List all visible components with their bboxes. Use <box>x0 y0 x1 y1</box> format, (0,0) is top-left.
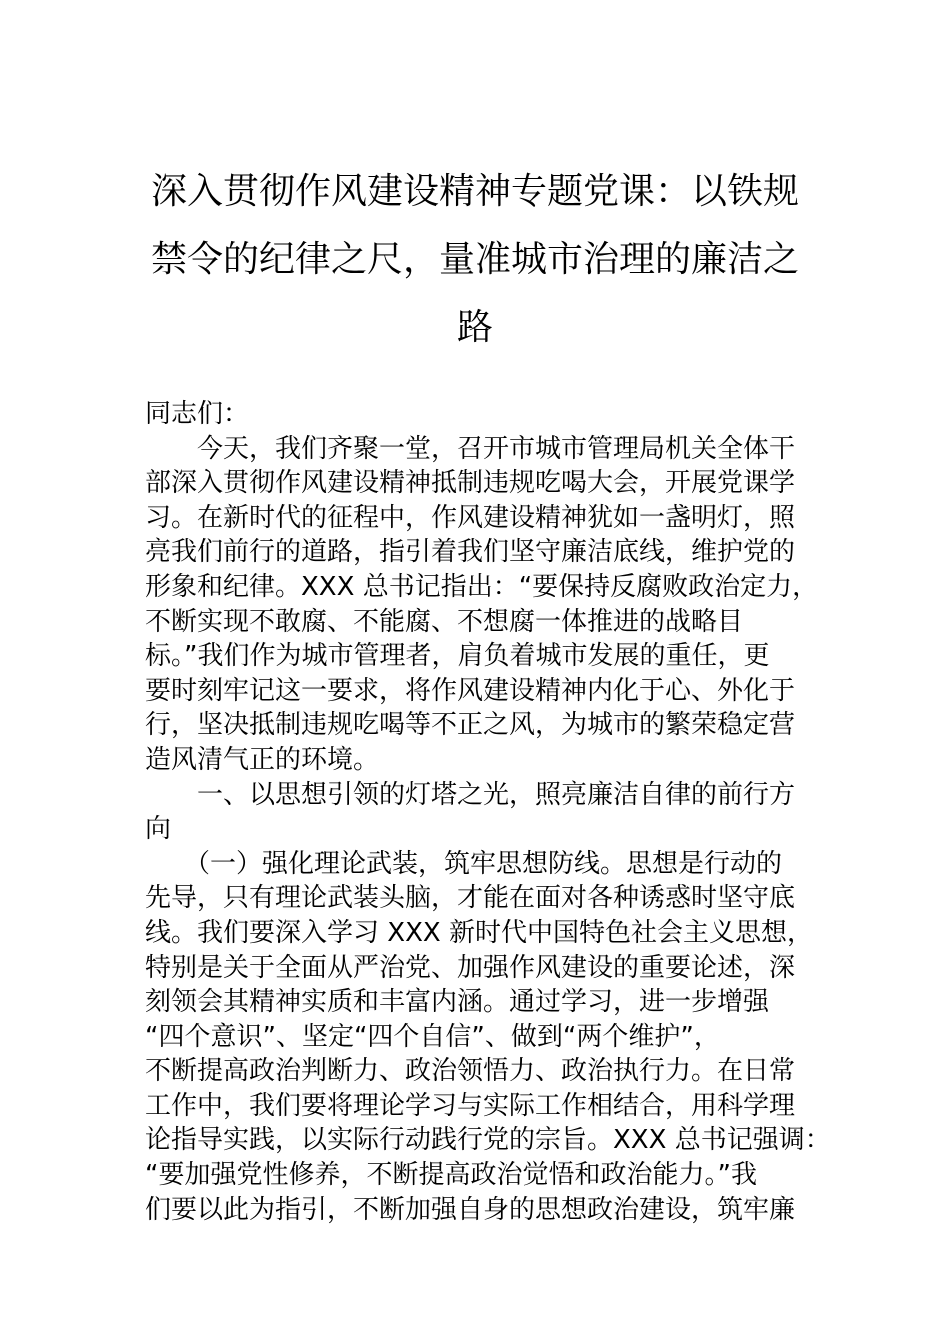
text-line: 论指导实践，以实际行动践行党的宗旨。XXX 总书记强调： <box>145 1125 831 1156</box>
section-heading-1 <box>145 778 835 847</box>
text-line: “四个意识”、坚定“四个自信”、做到“两个维护”， <box>145 1021 720 1052</box>
text-line: 向 <box>145 814 172 845</box>
text-line: 工作中，我们要将理论学习与实际工作相结合，用科学理 <box>145 1090 796 1121</box>
paragraph-intro <box>145 432 835 778</box>
text-line: 要时刻牢记这一要求，将作风建设精神内化于心、外化于 <box>145 675 796 706</box>
text-line: 形象和纪律。XXX 总书记指出：“要保持反腐败政治定力， <box>145 571 819 602</box>
document-body <box>145 397 835 1227</box>
text-line: 今天，我们齐聚一堂，召开市城市管理局机关全体干 <box>145 433 796 464</box>
text-line: 们要以此为指引，不断加强自身的思想政治建设，筑牢廉 <box>145 1194 796 1225</box>
text-line: 部深入贯彻作风建设精神抵制违规吃喝大会，开展党课学 <box>145 468 796 499</box>
text-line: “要加强党性修养，不断提高政治觉悟和政治能力。”我 <box>145 1160 757 1191</box>
text-line: 不断提高政治判断力、政治领悟力、政治执行力。在日常 <box>145 1056 796 1087</box>
document-title <box>140 158 810 362</box>
text-line: 亮我们前行的道路，指引着我们坚守廉洁底线，维护党的 <box>145 537 796 568</box>
text-line: 行，坚决抵制违规吃喝等不正之风，为城市的繁荣稳定营 <box>145 710 796 741</box>
salutation <box>145 397 835 432</box>
text-line: 同志们： <box>145 399 250 429</box>
title-line: 路 <box>456 307 493 348</box>
text-line: 先导，只有理论武装头脑，才能在面对各种诱惑时坚守底 <box>145 883 796 914</box>
text-line: 造风清气正的环境。 <box>145 744 380 775</box>
text-line: 标。”我们作为城市管理者，肩负着城市发展的重任，更 <box>145 641 770 672</box>
text-line: 一、以思想引领的灯塔之光，照亮廉洁自律的前行方 <box>145 779 796 810</box>
text-line: 习。在新时代的征程中，作风建设精神犹如一盏明灯，照 <box>145 502 796 533</box>
paragraph-section-1-1 <box>145 847 835 1228</box>
title-line: 深入贯彻作风建设精神专题党课：以铁规 <box>150 171 799 212</box>
text-line: 刻领会其精神实质和丰富内涵。通过学习，进一步增强 <box>145 987 770 1018</box>
text-line: 特别是关于全面从严治党、加强作风建设的重要论述，深 <box>145 952 796 983</box>
text-line: 不断实现不敢腐、不能腐、不想腐一体推进的战略目 <box>145 606 744 637</box>
text-line: （一）强化理论武装，筑牢思想防线。思想是行动的 <box>145 848 783 879</box>
title-line: 禁令的纪律之尺，量准城市治理的廉洁之 <box>150 239 799 280</box>
text-line: 线。我们要深入学习 XXX 新时代中国特色社会主义思想， <box>145 917 813 948</box>
